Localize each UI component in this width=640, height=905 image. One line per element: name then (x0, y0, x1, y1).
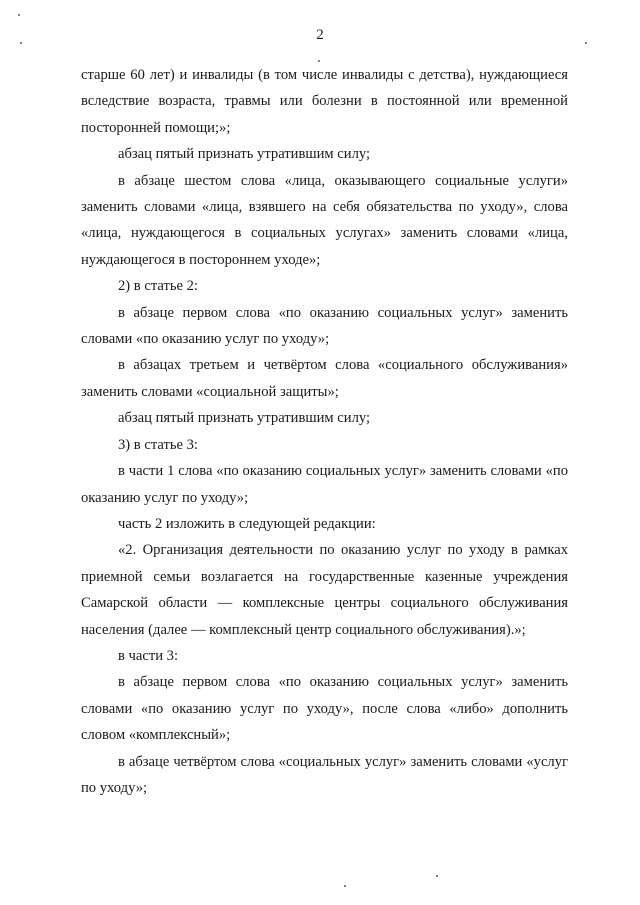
scan-speck (318, 60, 320, 62)
scan-speck (344, 885, 346, 887)
paragraph: абзац пятый признать утратившим силу; (118, 146, 371, 163)
paragraph-continuation: старше 60 лет) и инвалиды (в том числе инвалиды с детства), нуждающиеся вследствие возраста, травмы или болезни в постоянной или временной посторонней помощи;»; (81, 67, 568, 136)
paragraph: в абзаце шестом слова «лица, оказывающего социальные услуги» заменить словами «лица, взявшего на себя обязательства по уходу», слова «лица, нуждающегося в социальных услугах» заменить словами «лица, нуждающегося в постороннем уходе»; (81, 172, 568, 268)
paragraph-item-2: 2) в статье 2: (118, 278, 198, 295)
scan-speck (436, 875, 438, 877)
document-body (81, 62, 568, 801)
paragraph-quoted-text: «2. Организация деятельности по оказанию услуг по уходу в рамках приемной семьи возлагается на государственные казенные учреждения Самарской области — комплексные центры социального обслуживания населения (далее — комплексный центр социального обслуживания).»; (81, 542, 568, 638)
paragraph-item-3: 3) в статье 3: (118, 436, 198, 453)
paragraph: в абзацах третьем и четвёртом слова «социального обслуживания» заменить словами «социальной защиты»; (81, 357, 568, 400)
paragraph: в абзаце первом слова «по оказанию социальных услуг» заменить словами «по оказанию услуг по уходу», после слова «либо» дополнить словом «комплексный»; (81, 674, 568, 744)
paragraph: в абзаце четвёртом слова «социальных услуг» заменить словами «услуг по уходу»; (81, 753, 568, 796)
page-number: 2 (316, 27, 324, 43)
paragraph: часть 2 изложить в следующей редакции: (118, 515, 376, 532)
scan-speck (18, 14, 20, 16)
scan-speck (20, 42, 22, 44)
paragraph: абзац пятый признать утратившим силу; (118, 410, 371, 427)
scan-speck (585, 42, 587, 44)
paragraph: в абзаце первом слова «по оказанию социальных услуг» заменить словами «по оказанию услуг по уходу»; (81, 304, 568, 348)
paragraph: в части 3: (118, 647, 179, 664)
paragraph: в части 1 слова «по оказанию социальных услуг» заменить словами «по оказанию услуг по уходу»; (81, 463, 568, 506)
